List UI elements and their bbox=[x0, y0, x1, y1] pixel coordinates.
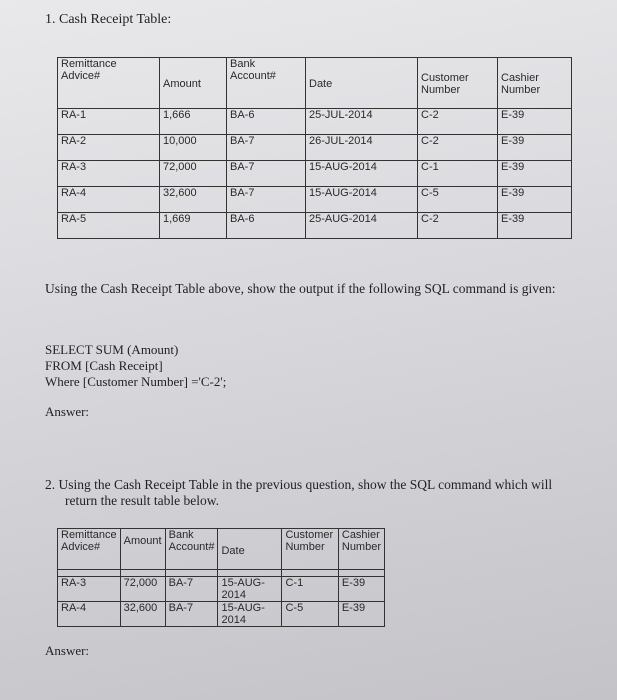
cell-bank-account: BA-7 bbox=[227, 135, 306, 161]
cell-cashier: E-39 bbox=[498, 161, 572, 187]
cell-amount: 32,600 bbox=[160, 187, 227, 213]
table-row bbox=[58, 577, 385, 602]
cell-customer: C-1 bbox=[418, 161, 498, 187]
cell-customer: C-2 bbox=[418, 213, 498, 239]
answer-label-1: Answer: bbox=[45, 404, 90, 419]
table-row bbox=[58, 602, 385, 627]
table-row bbox=[58, 109, 572, 135]
cell-date: 25-JUL-2014 bbox=[306, 109, 418, 135]
cell-cashier: E-39 bbox=[498, 187, 572, 213]
cell-date: 15-AUG-2014 bbox=[218, 577, 282, 602]
cell-customer: C-2 bbox=[418, 109, 498, 135]
cell-amount: 72,000 bbox=[120, 577, 165, 602]
question-1-title: 1. Cash Receipt Table: bbox=[45, 12, 172, 27]
cell-remittance: RA-5 bbox=[58, 213, 160, 239]
cell-cashier: E-39 bbox=[498, 109, 572, 135]
header-cashier-number: Cashier Number bbox=[498, 58, 572, 109]
table-row bbox=[58, 161, 572, 187]
header-bank-account: Bank Account# bbox=[165, 529, 218, 570]
cell-bank-account: BA-6 bbox=[227, 109, 306, 135]
table-row bbox=[58, 213, 572, 239]
cell-customer: C-5 bbox=[418, 187, 498, 213]
cell-bank-account: BA-7 bbox=[227, 187, 306, 213]
cell-amount: 32,600 bbox=[120, 602, 165, 627]
cell-remittance: RA-3 bbox=[58, 161, 160, 187]
answer-label-2: Answer: bbox=[45, 643, 90, 658]
cell-remittance: RA-3 bbox=[58, 577, 121, 602]
cash-receipt-table bbox=[57, 57, 572, 239]
sql-line-from: FROM [Cash Receipt] bbox=[45, 358, 163, 373]
cell-bank-account: BA-6 bbox=[227, 213, 306, 239]
cell-customer: C-5 bbox=[282, 602, 338, 627]
cell-cashier: E-39 bbox=[498, 213, 572, 239]
cell-remittance: RA-4 bbox=[58, 602, 121, 627]
cell-date: 26-JUL-2014 bbox=[306, 135, 418, 161]
sql-command bbox=[45, 342, 226, 390]
cell-remittance: RA-1 bbox=[58, 109, 160, 135]
question-2-line-1: 2. Using the Cash Receipt Table in the previous question, show the SQL command which will bbox=[45, 477, 553, 492]
spacer-row bbox=[58, 570, 385, 577]
cell-date: 15-AUG-2014 bbox=[306, 161, 418, 187]
cell-cashier: E-39 bbox=[338, 602, 384, 627]
header-bank-account: Bank Account# bbox=[227, 58, 306, 109]
header-cashier-number: Cashier Number bbox=[338, 529, 384, 570]
table-row bbox=[58, 135, 572, 161]
table-header-row bbox=[58, 529, 385, 570]
cell-remittance: RA-2 bbox=[58, 135, 160, 161]
result-table bbox=[57, 528, 385, 627]
cell-bank-account: BA-7 bbox=[227, 161, 306, 187]
cell-date: 15-AUG-2014 bbox=[306, 187, 418, 213]
cell-amount: 1,669 bbox=[160, 213, 227, 239]
cell-customer: C-1 bbox=[282, 577, 338, 602]
cell-customer: C-2 bbox=[418, 135, 498, 161]
cell-amount: 72,000 bbox=[160, 161, 227, 187]
cell-remittance: RA-4 bbox=[58, 187, 160, 213]
cell-cashier: E-39 bbox=[498, 135, 572, 161]
question-2-line-2: return the result table below. bbox=[65, 493, 219, 508]
header-remittance-advice: Remittance Advice# bbox=[58, 58, 160, 109]
cell-amount: 10,000 bbox=[160, 135, 227, 161]
table-row bbox=[58, 187, 572, 213]
cell-date: 25-AUG-2014 bbox=[306, 213, 418, 239]
cell-amount: 1,666 bbox=[160, 109, 227, 135]
cell-cashier: E-39 bbox=[338, 577, 384, 602]
header-amount: Amount bbox=[160, 58, 227, 109]
sql-line-where: Where [Customer Number] ='C-2'; bbox=[45, 374, 227, 389]
header-date: Date bbox=[306, 58, 418, 109]
cell-bank-account: BA-7 bbox=[165, 602, 218, 627]
header-date: Date bbox=[218, 529, 282, 570]
table-header-row bbox=[58, 58, 572, 109]
sql-line-select: SELECT SUM (Amount) bbox=[45, 342, 179, 357]
question-1-prompt: Using the Cash Receipt Table above, show the output if the following SQL command is given: bbox=[45, 281, 556, 296]
header-customer-number: Customer Number bbox=[418, 58, 498, 109]
cell-bank-account: BA-7 bbox=[165, 577, 218, 602]
header-remittance-advice: Remittance Advice# bbox=[58, 529, 121, 570]
cell-date: 15-AUG-2014 bbox=[218, 602, 282, 627]
question-2 bbox=[45, 477, 552, 509]
header-amount: Amount bbox=[120, 529, 165, 570]
header-customer-number: Customer Number bbox=[282, 529, 338, 570]
